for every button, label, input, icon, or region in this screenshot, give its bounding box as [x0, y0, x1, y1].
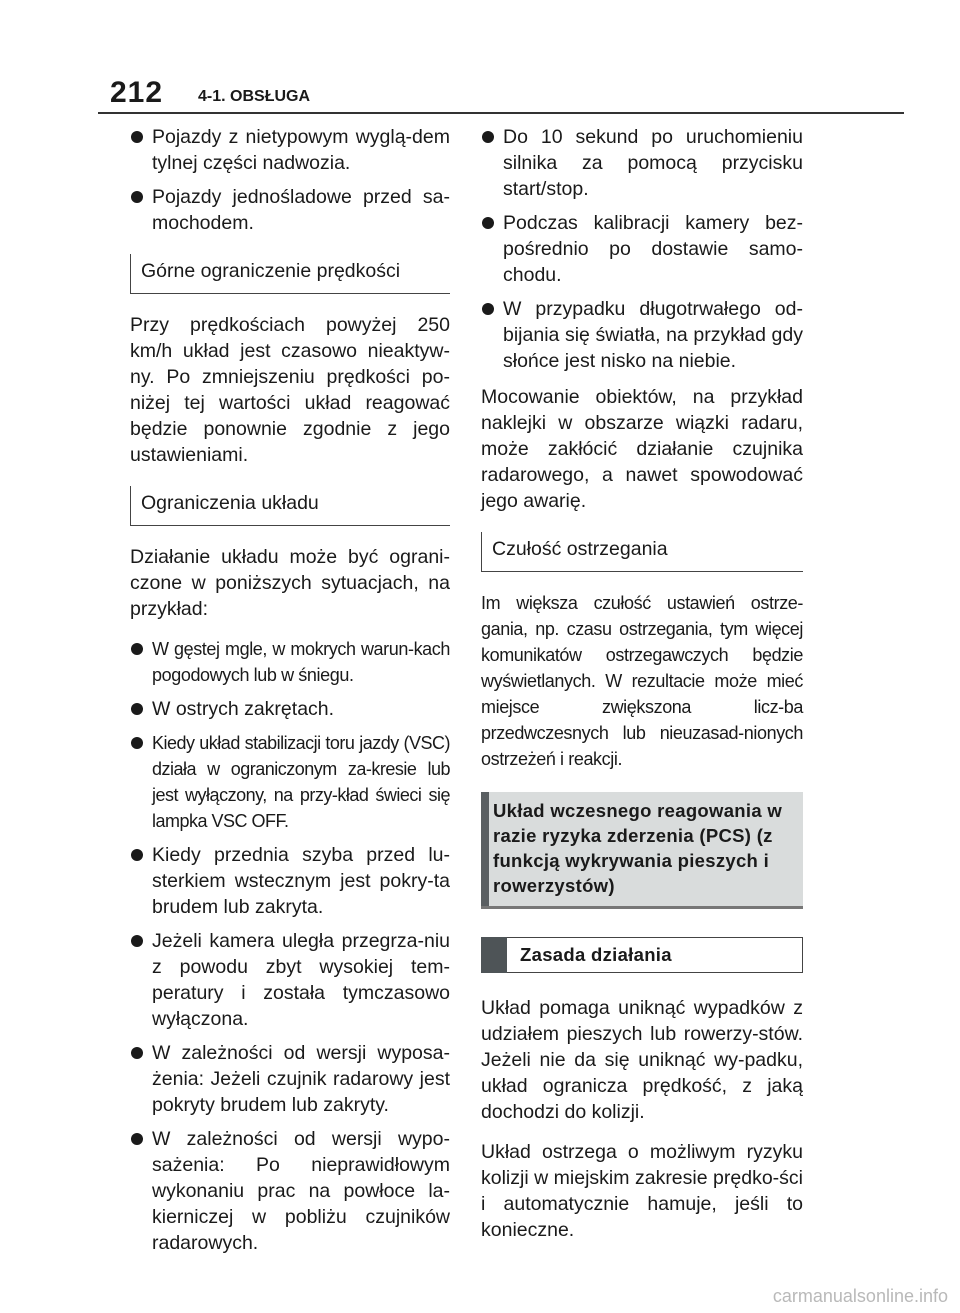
heading-marker: [481, 937, 507, 973]
bullet-icon: [131, 1133, 143, 1145]
bullet-icon: [131, 191, 143, 203]
list-item: Podczas kalibracji kamery bez-pośrednio po dostawie samo-chodu.: [481, 210, 803, 288]
bullet-icon: [131, 643, 143, 655]
watermark: carmanualsonline.info: [772, 1286, 948, 1306]
bullet-icon: [131, 131, 143, 143]
paragraph: Przy prędkościach powyżej 250 km/h układ jest czasowo nieaktyw-ny. Po zmniejszeniu prędkości po-niżej tej wartości układ reagować będzie ponownie zgodnie z jego ustawieniami.: [130, 314, 450, 466]
heading-accent-bar: [481, 792, 489, 906]
subsection-heading-principle: Zasada działania: [481, 937, 803, 973]
list-item: Kiedy układ stabilizacji toru jazdy (VSC) działa w ograniczonym za-kresie lub jest wyłączony, na przy-kład świeci się lampka VSC OFF.: [130, 730, 450, 834]
bullet-icon: [131, 935, 143, 947]
list-item: W przypadku długotrwałego od-bijania się światła, na przykład gdy słońce jest nisko na niebie.: [481, 296, 803, 374]
paragraph: Mocowanie obiektów, na przykład naklejki w obszarze wiązki radaru, może zakłócić działanie czujnika radarowego, a nawet spowodować jego awarię.: [481, 386, 803, 512]
section-heading-pcs: Układ wczesnego reagowania w razie ryzyka zderzenia (PCS) (z funkcją wykrywania pieszych i rowerzystów): [481, 792, 803, 909]
subheading-warning-sensitivity: Czułość ostrzegania: [481, 532, 803, 572]
intro-bullet-list: [130, 124, 450, 236]
bullet-icon: [131, 703, 143, 715]
bullet-icon: [482, 217, 494, 229]
header-rule: [98, 112, 904, 114]
bullet-icon: [482, 131, 494, 143]
paragraph: Działanie układu może być ograni-czone w poniższych sytuacjach, na przykład:: [130, 546, 450, 620]
list-item: Pojazdy jednośladowe przed sa-mochodem.: [130, 184, 450, 236]
right-bullet-list: [481, 124, 803, 374]
paragraph: Układ pomaga uniknąć wypadków z udziałem pieszych lub rowerzy-stów. Jeżeli nie da się uniknąć wy-padku, układ ogranicza prędkość, z jaką dochodzi do kolizji.: [481, 997, 803, 1123]
list-item: W zależności od wersji wyposa-żenia: Jeżeli czujnik radarowy jest pokryty brudem lub zakryty.: [130, 1040, 450, 1118]
bullet-icon: [131, 737, 143, 749]
list-item: Kiedy przednia szyba przed lu-sterkiem wstecznym jest pokry-ta brudem lub zakryta.: [130, 842, 450, 920]
list-item: W ostrych zakrętach.: [130, 696, 450, 722]
subheading-speed-limit: Górne ograniczenie prędkości: [130, 254, 450, 294]
page-number: 212: [110, 76, 164, 109]
list-item: Do 10 sekund po uruchomieniu silnika za pomocą przycisku start/stop.: [481, 124, 803, 202]
list-item: Pojazdy z nietypowym wyglą-dem tylnej części nadwozia.: [130, 124, 450, 176]
right-column: [481, 124, 803, 1257]
list-item: W gęstej mgle, w mokrych warun-kach pogodowych lub w śniegu.: [130, 636, 450, 688]
bullet-icon: [131, 849, 143, 861]
list-item: Jeżeli kamera uległa przegrza-niu z powodu zbyt wysokiej tem-peratury i została tymczasowo wyłączona.: [130, 928, 450, 1032]
limitations-list: [130, 636, 450, 1256]
section-title: 4-1. OBSŁUGA: [198, 88, 311, 105]
page-header: [98, 76, 904, 116]
subheading-system-limits: Ograniczenia układu: [130, 486, 450, 526]
paragraph: Im większa czułość ustawień ostrze-gania, np. czasu ostrzegania, tym więcej komunikatów ostrzegawczych będzie wyświetlanych. W rezultacie może mieć miejsce zwiększona licz-ba przedwczesnych lub nieuzasad-nionych ostrzeżeń i reakcji.: [481, 593, 803, 769]
paragraph: Układ ostrzega o możliwym ryzyku kolizji w miejskim zakresie prędko-ści i automatycznie hamuje, jeśli to konieczne.: [481, 1141, 803, 1241]
left-column: [130, 124, 450, 1266]
bullet-icon: [482, 303, 494, 315]
list-item: W zależności od wersji wypo-sażenia: Po nieprawidłowym wykonaniu prac na powłoce la-kierniczej w pobliżu czujników radarowych.: [130, 1126, 450, 1256]
bullet-icon: [131, 1047, 143, 1059]
